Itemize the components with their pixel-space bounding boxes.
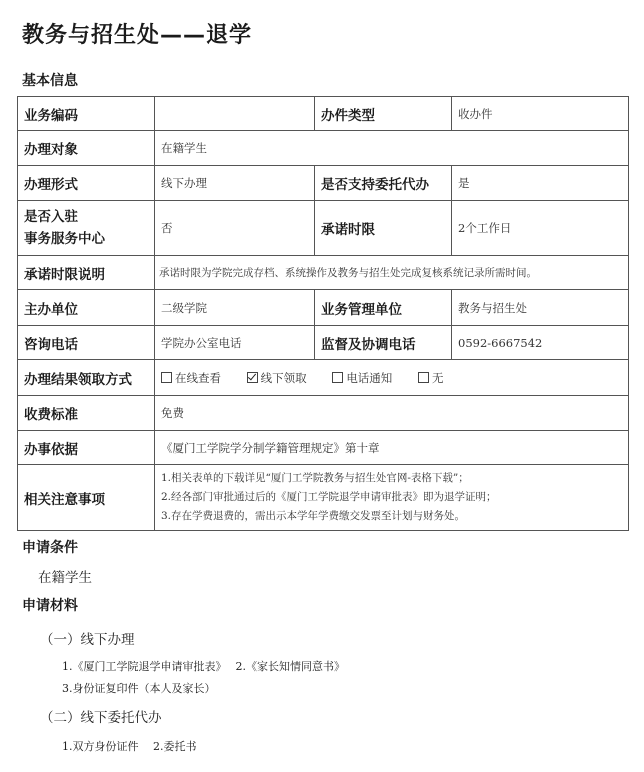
- result-options: [155, 360, 629, 396]
- note-item: 3.存在学费退费的，需出示本学年学费缴交发票至计划与财务处。: [161, 510, 466, 522]
- materials-heading: 申请材料: [22, 598, 78, 614]
- form-label: 办理形式: [18, 166, 155, 201]
- table-row: [18, 201, 629, 256]
- table-row: [18, 326, 629, 360]
- target-label: 办理对象: [18, 131, 155, 166]
- checkbox-online-view[interactable]: [161, 372, 172, 383]
- notes-value: [155, 465, 629, 531]
- table-row: [18, 97, 629, 131]
- doc-type-value: 收办件: [452, 97, 629, 131]
- promise-value: 2个工作日: [452, 201, 629, 256]
- table-row: [18, 465, 629, 531]
- mgmt-label: 业务管理单位: [315, 290, 452, 326]
- business-code-value: [155, 97, 315, 131]
- supervise-label: 监督及协调电话: [315, 326, 452, 360]
- proxy-label: 是否支持委托代办: [315, 166, 452, 201]
- service-center-label-line1: 是否入驻: [24, 209, 78, 225]
- doc-type-label: 办件类型: [315, 97, 452, 131]
- basis-label: 办事依据: [18, 431, 155, 465]
- host-label: 主办单位: [18, 290, 155, 326]
- service-center-label: [18, 201, 155, 256]
- offline-materials-line1: 1.《厦门工学院退学申请审批表》 2.《家长知情同意书》: [62, 660, 345, 673]
- result-label: 办理结果领取方式: [18, 360, 155, 396]
- table-row: [18, 431, 629, 465]
- table-row: [18, 131, 629, 166]
- service-center-value: 否: [155, 201, 315, 256]
- phone-label: 咨询电话: [18, 326, 155, 360]
- proxy-heading: （二）线下委托代办: [40, 710, 162, 726]
- table-row: [18, 290, 629, 326]
- option-label: 线下领取: [260, 370, 307, 385]
- form-value: 线下办理: [155, 166, 315, 201]
- fee-label: 收费标准: [18, 396, 155, 431]
- table-row: [18, 360, 629, 396]
- checkbox-offline-pickup[interactable]: [247, 372, 258, 383]
- table-row: [18, 256, 629, 290]
- fee-value: 免费: [155, 396, 629, 431]
- offline-materials-line2: 3.身份证复印件（本人及家长）: [62, 682, 216, 695]
- note-item: 1.相关表单的下载详见“厦门工学院教务与招生处官网-表格下载”；: [161, 472, 469, 484]
- basis-value: 《厦门工学院学分制学籍管理规定》第十章: [155, 431, 629, 465]
- basic-info-heading: 基本信息: [22, 73, 78, 89]
- service-center-label-line2: 事务服务中心: [24, 231, 105, 247]
- host-value: 二级学院: [155, 290, 315, 326]
- phone-value: 学院办公室电话: [155, 326, 315, 360]
- table-row: [18, 396, 629, 431]
- option-online-view[interactable]: [161, 370, 221, 386]
- conditions-text: 在籍学生: [38, 570, 92, 586]
- business-code-label: 业务编码: [18, 97, 155, 131]
- page-title: 教务与招生处——退学: [22, 23, 253, 48]
- promise-desc-value: 承诺时限为学院完成存档、系统操作及教务与招生处完成复核系统记录所需时间。: [155, 256, 629, 290]
- checkbox-phone-notify[interactable]: [332, 372, 343, 383]
- basic-info-table: [17, 96, 629, 531]
- option-none[interactable]: [418, 370, 444, 386]
- option-offline-pickup[interactable]: [247, 370, 307, 386]
- promise-label: 承诺时限: [315, 201, 452, 256]
- proxy-materials-line1: 1.双方身份证件 2.委托书: [62, 740, 197, 753]
- offline-heading: （一）线下办理: [40, 632, 135, 648]
- promise-desc-label: 承诺时限说明: [18, 256, 155, 290]
- table-row: [18, 166, 629, 201]
- notes-label: 相关注意事项: [18, 465, 155, 531]
- mgmt-value: 教务与招生处: [452, 290, 629, 326]
- note-item: 2.经各部门审批通过后的《厦门工学院退学申请审批表》即为退学证明；: [161, 491, 497, 503]
- option-label: 电话通知: [346, 370, 393, 385]
- checkbox-none[interactable]: [418, 372, 429, 383]
- supervise-value: 0592-6667542: [452, 326, 629, 360]
- option-label: 在线查看: [175, 370, 221, 385]
- proxy-value: 是: [452, 166, 629, 201]
- option-label: 无: [431, 370, 444, 385]
- option-phone-notify[interactable]: [332, 370, 392, 386]
- target-value: 在籍学生: [155, 131, 629, 166]
- conditions-heading: 申请条件: [22, 540, 78, 556]
